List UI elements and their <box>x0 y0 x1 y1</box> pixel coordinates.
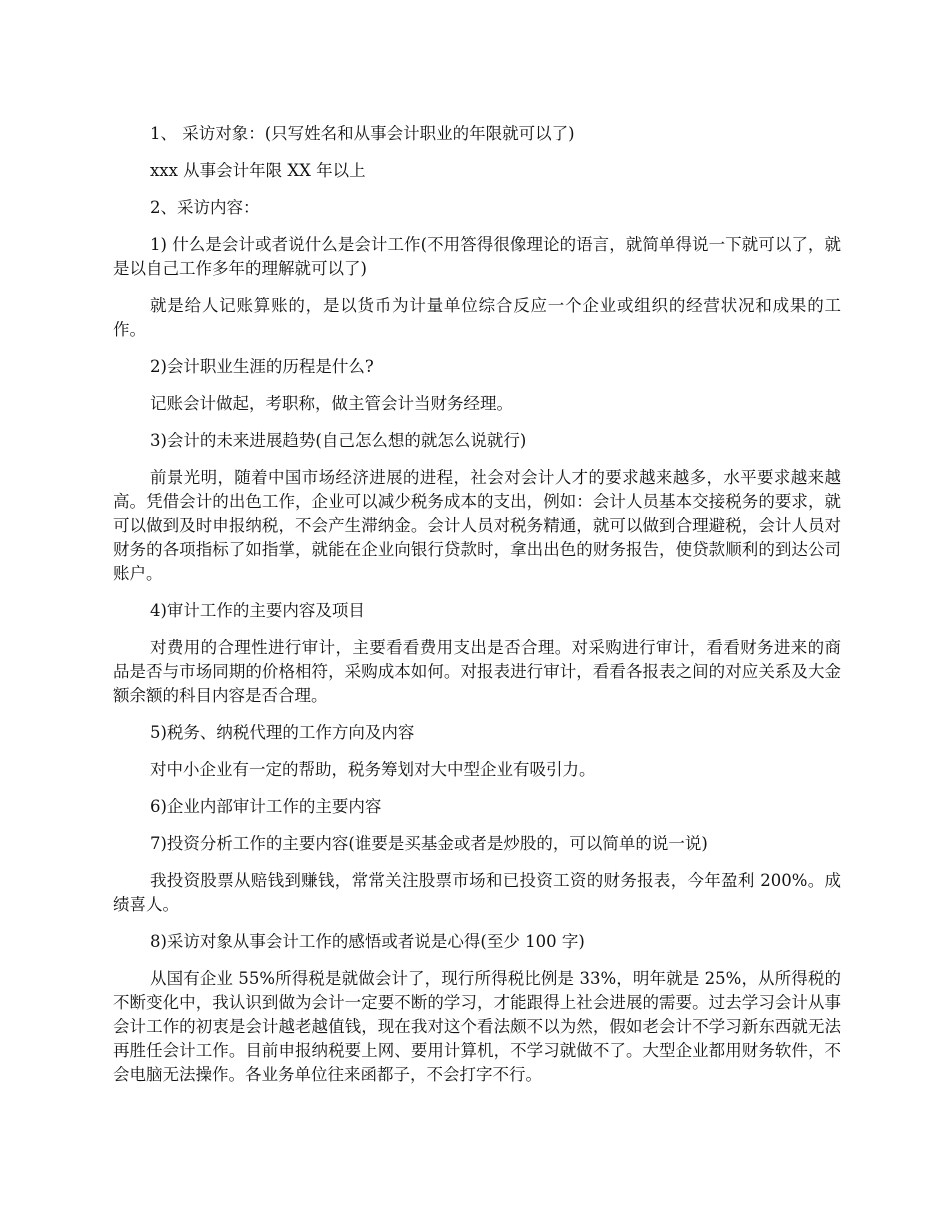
answer-investment-analysis: 我投资股票从赔钱到赚钱，常常关注股票市场和已投资工资的财务报表，今年盈利 200%。成绩喜人。 <box>113 871 841 914</box>
answer-reflections: 从国有企业 55%所得税是就做会计了，现行所得税比例是 33%，明年就是 25%，从所得税的不断变化中，我认识到做为会计一定要不断的学习，才能跟得上社会进展的需要。过去学习会计从事会计工作的初衷是会计越老越值钱，现在我对这个看法颇不以为然，假如老会计不学习新东西就无法再胜任会计工作。目前申报纳税要上网、要用计算机，不学习就做不了。大型企业都用财务软件，不会电脑无法操作。各业务单位往来函都子，不会打字不行。 <box>113 969 841 1084</box>
document-body <box>113 122 841 1100</box>
question-2-heading: 2、采访内容： <box>150 198 260 217</box>
question-future-trend: 3)会计的未来进展趋势(自己怎么想的就怎么说就行) <box>150 431 527 450</box>
question-tax-agency: 5)税务、纳税代理的工作方向及内容 <box>150 723 415 742</box>
question-reflections: 8)采访对象从事会计工作的感悟或者说是心得(至少 100 字) <box>150 932 585 951</box>
question-investment-analysis: 7)投资分析工作的主要内容(谁要是买基金或者是炒股的，可以简单的说一说) <box>150 834 708 853</box>
answer-career-path: 记账会计做起，考职称，做主管会计当财务经理。 <box>150 394 513 413</box>
answer-tax-agency: 对中小企业有一定的帮助，税务筹划对大中型企业有吸引力。 <box>150 760 596 779</box>
interviewee-line: xxx 从事会计年限 XX 年以上 <box>150 161 366 180</box>
question-internal-audit: 6)企业内部审计工作的主要内容 <box>150 797 382 816</box>
answer-what-is-accounting: 就是给人记账算账的，是以货币为计量单位综合反应一个企业或组织的经营状况和成果的工作。 <box>113 296 841 339</box>
answer-audit-work: 对费用的合理性进行审计，主要看看费用支出是否合理。对采购进行审计，看看财务进来的商品是否与市场同期的价格相符，采购成本如何。对报表进行审计，看看各报表之间的对应关系及大金额余额的科目内容是否合理。 <box>113 638 841 705</box>
question-what-is-accounting: 1) 什么是会计或者说什么是会计工作(不用答得很像理论的语言，就简单得说一下就可以了，就是以自己工作多年的理解就可以了) <box>113 235 841 278</box>
answer-future-trend: 前景光明，随着中国市场经济进展的进程，社会对会计人才的要求越来越多，水平要求越来越高。凭借会计的出色工作，企业可以减少税务成本的支出，例如：会计人员基本交接税务的要求，就可以做到及时申报纳税，不会产生滞纳金。会计人员对税务精通，就可以做到合理避税，会计人员对财务的各项指标了如指掌，就能在企业向银行贷款时，拿出出色的财务报告，使贷款顺利的到达公司账户。 <box>113 468 841 583</box>
question-career-path: 2)会计职业生涯的历程是什么? <box>150 357 374 376</box>
question-1-heading: 1、 采访对象：(只写姓名和从事会计职业的年限就可以了) <box>150 124 575 143</box>
question-audit-work: 4)审计工作的主要内容及项目 <box>150 601 365 620</box>
